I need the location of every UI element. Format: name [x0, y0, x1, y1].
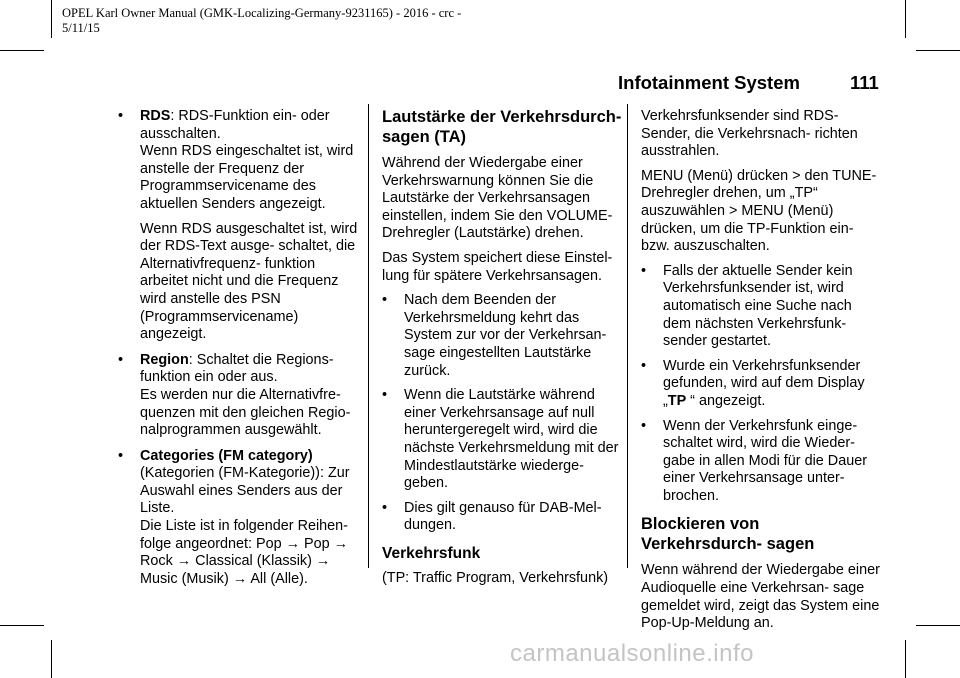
- paragraph: Das System speichert diese Einstel- lung für spätere Verkehrsansagen.: [382, 249, 613, 284]
- meta-line-2: 5/11/15: [62, 21, 100, 35]
- list-item: [382, 500, 622, 535]
- section-heading: Lautstärke der Verkehrsdurch- sagen (TA): [382, 108, 622, 146]
- item-label: Categories (FM category): [140, 447, 313, 464]
- bullet-icon: •: [641, 357, 647, 374]
- meta-line-1: OPEL Karl Owner Manual (GMK-Localizing-Germany-9231165) - 2016 - crc -: [62, 6, 462, 20]
- item-text: Dies gilt genauso für DAB-Mel- dungen.: [404, 499, 602, 534]
- crop-mark: [51, 640, 52, 678]
- crop-mark: [916, 625, 960, 626]
- list-item: [382, 387, 622, 493]
- item-text: Nach dem Beenden der Verkehrsmeldung kehrt das System zur vor der Verkehrsan- sage eingestellten Lautstärke zurück.: [404, 292, 607, 379]
- display-label: TP: [667, 392, 687, 409]
- crop-mark: [51, 0, 52, 38]
- crop-mark: [905, 0, 906, 38]
- bullet-icon: •: [382, 387, 388, 404]
- column-divider: [627, 104, 628, 568]
- item-text: (Kategorien (FM-Kategorie)): Zur Auswahl eines Senders aus der Liste.: [140, 465, 350, 517]
- item-detail: Die Liste ist in folgender Reihen- folge angeordnet: Pop → Pop → Rock → Classical (Klassik) → Music (Musik) → All (Alle).: [140, 518, 349, 587]
- column-3: [641, 108, 881, 640]
- item-text: Wurde ein Verkehrsfunksender gefunden, wird auf dem Display „: [663, 357, 865, 409]
- item-text: Falls der aktuelle Sender kein Verkehrsfunksender ist, wird automatisch eine Suche nach dem nächsten Verkehrsfunk- sender gestartet.: [663, 262, 853, 350]
- item-text: : Schaltet die Regions- funktion ein oder aus.: [140, 351, 334, 386]
- column-divider: [368, 104, 369, 568]
- bullet-icon: •: [118, 351, 124, 368]
- crop-mark: [905, 640, 906, 678]
- item-text: “ angezeigt.: [686, 392, 766, 409]
- paragraph: Verkehrsfunksender sind RDS-Sender, die Verkehrsnach- richten ausstrahlen.: [641, 108, 858, 160]
- list-item-categories: [118, 448, 363, 518]
- list-item: [641, 418, 881, 506]
- paragraph: MENU (Menü) drücken > den TUNE-Drehregler drehen, um „TP“ auszuwählen > MENU (Menü) drücken, um die TP-Funktion ein- bzw. auszuschalten.: [641, 167, 877, 255]
- column-2: [382, 108, 622, 595]
- paragraph: Während der Wiedergabe einer Verkehrswarnung können Sie die Lautstärke der Verkehrsansagen einstellen, indem Sie den VOLUME-Drehregler (Lautstärke) drehen.: [382, 155, 613, 242]
- crop-mark: [916, 50, 960, 51]
- watermark-text: carmanualsonline.info: [510, 640, 754, 667]
- bullet-icon: •: [382, 292, 388, 309]
- item-text: Wenn die Lautstärke während einer Verkehrsansage auf null heruntergeregelt wird, wird die nächste Verkehrsmeldung mit der Mindestlautstärke wiederge- geben.: [404, 387, 619, 492]
- section-heading: Blockieren von Verkehrsdurch- sagen: [641, 515, 815, 553]
- list-item: [641, 263, 881, 351]
- page-section-title: Infotainment System: [618, 72, 800, 93]
- bullet-icon: •: [118, 447, 124, 464]
- item-detail: Wenn RDS ausgeschaltet ist, wird der RDS-Text ausge- schaltet, die Alternativfrequenz- funktion arbeitet nicht und die Frequenz wird anstelle des PSN (Programmservicename) angezeigt.: [140, 220, 358, 343]
- list-item: [382, 292, 622, 380]
- list-item-region: [118, 352, 363, 387]
- crop-mark: [0, 50, 44, 51]
- paragraph: Wenn während der Wiedergabe einer Audioquelle eine Verkehrsan- sage gemeldet wird, zeigt das System eine Pop-Up-Meldung an.: [641, 562, 880, 632]
- bullet-icon: •: [641, 262, 647, 279]
- paragraph: (TP: Traffic Program, Verkehrsfunk): [382, 570, 609, 587]
- item-detail: Es werden nur die Alternativfre- quenzen mit den gleichen Regio- nalprogrammen ausgewählt.: [140, 386, 351, 439]
- section-heading: Verkehrsfunk: [382, 544, 481, 562]
- item-label: Region: [140, 351, 189, 368]
- item-detail: Wenn RDS eingeschaltet ist, wird anstelle der Frequenz der Programmservicename des aktuellen Senders angezeigt.: [140, 143, 354, 212]
- bullet-icon: •: [382, 499, 388, 516]
- crop-mark: [0, 625, 44, 626]
- list-item-rds: [118, 108, 363, 143]
- bullet-icon: •: [118, 108, 124, 124]
- bullet-icon: •: [641, 417, 647, 434]
- list-item: [641, 358, 881, 411]
- document-meta: [62, 6, 461, 36]
- column-1: [118, 108, 363, 595]
- page-number: 111: [850, 72, 879, 93]
- item-label: RDS: [140, 108, 171, 124]
- item-text: Wenn der Verkehrsfunk einge- schaltet wird, wird die Wieder- gabe in allen Modi für die Dauer einer Verkehrsansage unter- brochen.: [663, 417, 867, 504]
- item-text: : RDS-Funktion ein- oder ausschalten.: [140, 108, 330, 142]
